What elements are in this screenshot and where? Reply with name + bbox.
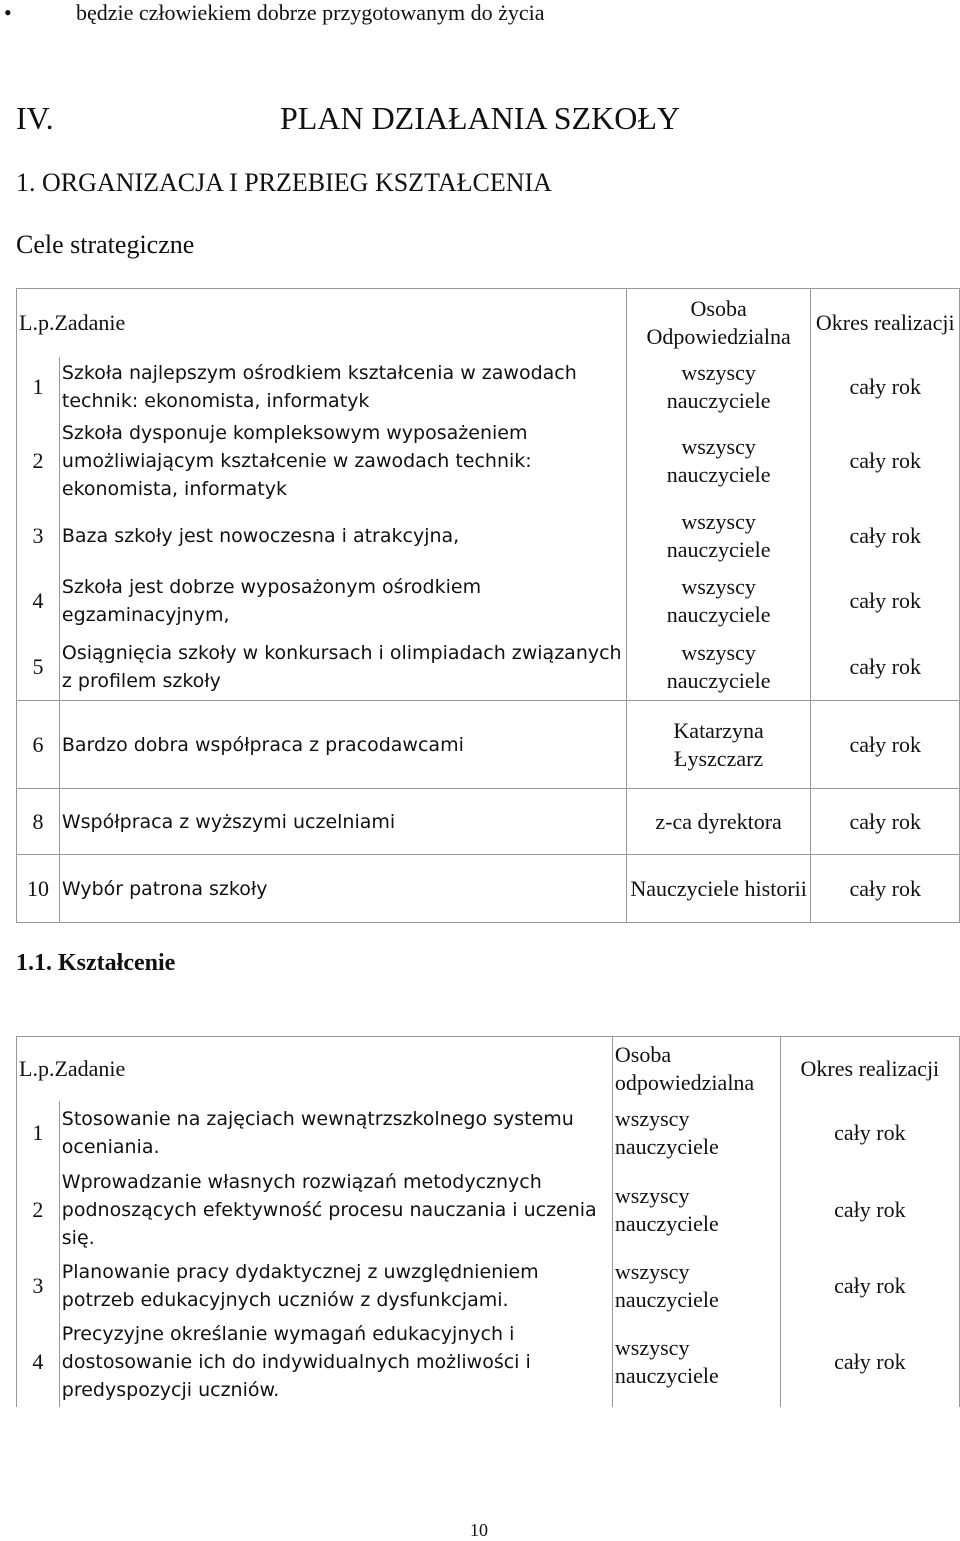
row-when: cały rok: [811, 855, 960, 923]
row-number: 2: [17, 1165, 60, 1255]
bullet-icon: •: [4, 0, 12, 25]
row-task: Baza szkoły jest nowoczesna i atrakcyjna,: [59, 505, 626, 567]
table-row: [17, 567, 960, 635]
table-row: [17, 505, 960, 567]
subsection-title: 1. ORGANIZACJA I PRZEBIEG KSZTAŁCENIA: [16, 168, 552, 197]
row-task: Szkoła najlepszym ośrodkiem kształcenia w zawodach technik: ekonomista, informatyk: [59, 357, 626, 417]
row-task: Stosowanie na zajęciach wewnątrzszkolnego systemu oceniania.: [59, 1101, 612, 1165]
table-row: [17, 1255, 960, 1317]
table-row: [17, 1317, 960, 1407]
section-number: IV.: [16, 100, 54, 136]
row-who: wszyscy nauczyciele: [626, 417, 811, 505]
row-who: z-ca dyrektora: [626, 789, 811, 855]
table-row: [17, 635, 960, 701]
header-lp: L.p.: [19, 310, 55, 335]
row-number: 3: [17, 505, 60, 567]
intro-text: będzie człowiekiem dobrze przygotowanym do życia: [76, 0, 545, 25]
table-row: [17, 1165, 960, 1255]
header-lp-zadanie: [17, 289, 627, 357]
row-who: wszyscy nauczyciele: [626, 567, 811, 635]
row-number: 10: [17, 855, 60, 923]
row-when: cały rok: [811, 417, 960, 505]
row-who: Katarzyna Łyszczarz: [626, 701, 811, 789]
row-task: Precyzyjne określanie wymagań edukacyjnych i dostosowanie ich do indywidualnych możliwości i predyspozycji uczniów.: [59, 1317, 612, 1407]
header-who: Osoba odpowiedzialna: [612, 1037, 780, 1101]
row-task: Wybór patrona szkoły: [59, 855, 626, 923]
row-who: wszyscy nauczyciele: [612, 1101, 780, 1165]
row-number: 5: [17, 635, 60, 701]
row-number: 2: [17, 417, 60, 505]
row-number: 4: [17, 567, 60, 635]
row-number: 4: [17, 1317, 60, 1407]
table-row: [17, 357, 960, 417]
row-when: cały rok: [811, 789, 960, 855]
page-number: 10: [470, 1520, 488, 1540]
row-task: Bardzo dobra współpraca z pracodawcami: [59, 701, 626, 789]
row-number: 1: [17, 357, 60, 417]
header-when: Okres realizacji: [780, 1037, 959, 1101]
row-task: Osiągnięcia szkoły w konkursach i olimpiadach związanych z profilem szkoły: [59, 635, 626, 701]
row-task: Szkoła jest dobrze wyposażonym ośrodkiem egzaminacyjnym,: [59, 567, 626, 635]
row-when: cały rok: [811, 701, 960, 789]
row-number: 8: [17, 789, 60, 855]
table-row: [17, 701, 960, 789]
row-number: 3: [17, 1255, 60, 1317]
section-title: PLAN DZIAŁANIA SZKOŁY: [280, 100, 680, 136]
row-task: Szkoła dysponuje kompleksowym wyposażeniem umożliwiającym kształcenie w zawodach technik: ekonomista, informatyk: [59, 417, 626, 505]
kształcenie-heading: 1.1. Kształcenie: [16, 950, 176, 976]
header-lp-zadanie: [17, 1037, 613, 1101]
row-number: 6: [17, 701, 60, 789]
header-task: Zadanie: [54, 310, 126, 335]
row-when: cały rok: [811, 635, 960, 701]
row-who: wszyscy nauczyciele: [626, 357, 811, 417]
row-when: cały rok: [811, 505, 960, 567]
table-row: [17, 855, 960, 923]
table-row: [17, 417, 960, 505]
row-task: Współpraca z wyższymi uczelniami: [59, 789, 626, 855]
row-who: wszyscy nauczyciele: [626, 635, 811, 701]
row-who: wszyscy nauczyciele: [612, 1317, 780, 1407]
row-task: Wprowadzanie własnych rozwiązań metodycznych podnoszących efektywność procesu nauczania i uczenia się.: [59, 1165, 612, 1255]
row-when: cały rok: [780, 1101, 959, 1165]
table-row: [17, 1101, 960, 1165]
table-header-row: [17, 1037, 960, 1101]
header-who: Osoba Odpowiedzialna: [626, 289, 811, 357]
strategic-goals-table: [16, 288, 960, 923]
row-number: 1: [17, 1101, 60, 1165]
header-task: Zadanie: [54, 1055, 126, 1081]
table-header-row: [17, 289, 960, 357]
subsubsection-title: Cele strategiczne: [16, 230, 195, 259]
row-who: wszyscy nauczyciele: [612, 1255, 780, 1317]
row-when: cały rok: [811, 357, 960, 417]
row-who: wszyscy nauczyciele: [612, 1165, 780, 1255]
row-when: cały rok: [780, 1255, 959, 1317]
row-when: cały rok: [780, 1317, 959, 1407]
education-table: [16, 1036, 960, 1407]
header-lp: L.p.: [19, 1055, 55, 1081]
table-row: [17, 789, 960, 855]
row-task: Planowanie pracy dydaktycznej z uwzględnieniem potrzeb edukacyjnych uczniów z dysfunkcjami.: [59, 1255, 612, 1317]
row-when: cały rok: [811, 567, 960, 635]
row-who: Nauczyciele historii: [626, 855, 811, 923]
row-when: cały rok: [780, 1165, 959, 1255]
header-when: Okres realizacji: [811, 289, 960, 357]
row-who: wszyscy nauczyciele: [626, 505, 811, 567]
